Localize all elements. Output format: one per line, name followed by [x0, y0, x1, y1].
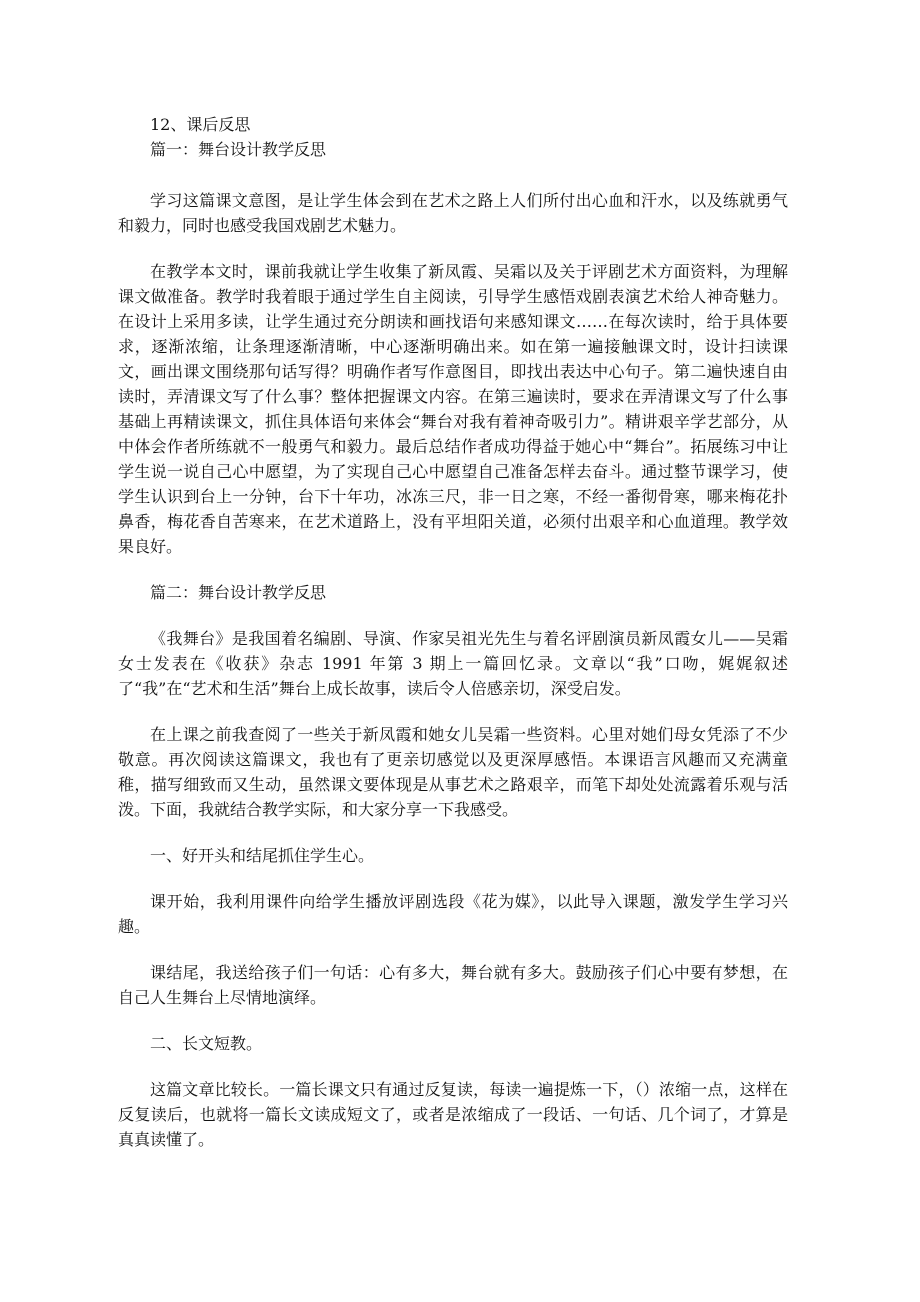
- document-heading: 12、课后反思: [150, 115, 251, 134]
- paragraph-3: 《我舞台》是我国着名编剧、导演、作家吴祖光先生与着名评剧演员新凤霞女儿——吴霜女士发表在《收获》杂志 1991 年第 3 期上一篇回忆录。文章以“我”口吻，娓娓叙述了“我”在“艺术和生活”舞台上成长故事，读后令人倍感亲切，深受启发。: [118, 629, 788, 698]
- section-title-2: 篇二：舞台设计教学反思: [150, 583, 327, 602]
- paragraph-2: 在教学本文时，课前我就让学生收集了新凤霞、吴霜以及关于评剧艺术方面资料，为理解课文做准备。教学时我着眼于通过学生自主阅读，引导学生感悟戏剧表演艺术给人神奇魅力。在设计上采用多读，让学生通过充分朗读和画找语句来感知课文……在每次读时，给于具体要求，逐渐浓缩，让条理逐渐清晰，中心逐渐明确出来。如在第一遍接触课文时，设计扫读课文，画出课文围绕那句话写得？明确作者写作意图目，即找出表达中心句子。第二遍快速自由读时，弄清课文写了什么事？整体把握课文内容。在第三遍读时，要求在弄清课文写了什么事基础上再精读课文，抓住具体语句来体会“舞台对我有着神奇吸引力”。精讲艰辛学艺部分，从中体会作者所练就不一般勇气和毅力。最后总结作者成功得益于她心中“舞台”。拓展练习中让学生说一说自己心中愿望，为了实现自己心中愿望自己准备怎样去奋斗。通过整节课学习，使学生认识到台上一分钟，台下十年功，冰冻三尺，非一日之寒，不经一番彻骨寒，哪来梅花扑鼻香，梅花香自苦寒来，在艺术道路上，没有平坦阳关道，必须付出艰辛和心血道理。教学效果良好。: [118, 262, 788, 556]
- point-title-2: 二、长文短教。: [150, 1034, 263, 1053]
- paragraph-6: 课结尾，我送给孩子们一句话：心有多大，舞台就有多大。鼓励孩子们心中要有梦想，在自己人生舞台上尽情地演绎。: [118, 963, 788, 1007]
- paragraph-1: 学习这篇课文意图，是让学生体会到在艺术之路上人们所付出心血和汗水，以及练就勇气和毅力，同时也感受我国戏剧艺术魅力。: [118, 191, 788, 235]
- paragraph-5: 课开始，我利用课件向给学生播放评剧选段《花为媒》，以此导入课题，激发学生学习兴趣。: [118, 892, 788, 936]
- paragraph-7: 这篇文章比较长。一篇长课文只有通过反复读，每读一遍提炼一下，（）浓缩一点，这样在反复读后，也就将一篇长文读成短文了，或者是浓缩成了一段话、一句话、几个词了，才算是真真读懂了。: [118, 1080, 788, 1149]
- paragraph-4: 在上课之前我查阅了一些关于新凤霞和她女儿吴霜一些资料。心里对她们母女凭添了不少敬意。再次阅读这篇课文，我也有了更亲切感觉以及更深厚感悟。本课语言风趣而又充满童稚，描写细致而又生动，虽然课文要体现是从事艺术之路艰辛，而笔下却处处流露着乐观与活泼。下面，我就结合教学实际，和大家分享一下我感受。: [118, 725, 788, 819]
- point-title-1: 一、好开头和结尾抓住学生心。: [150, 846, 375, 865]
- document-body: [118, 112, 788, 1152]
- section-title-1: 篇一：舞台设计教学反思: [150, 140, 327, 159]
